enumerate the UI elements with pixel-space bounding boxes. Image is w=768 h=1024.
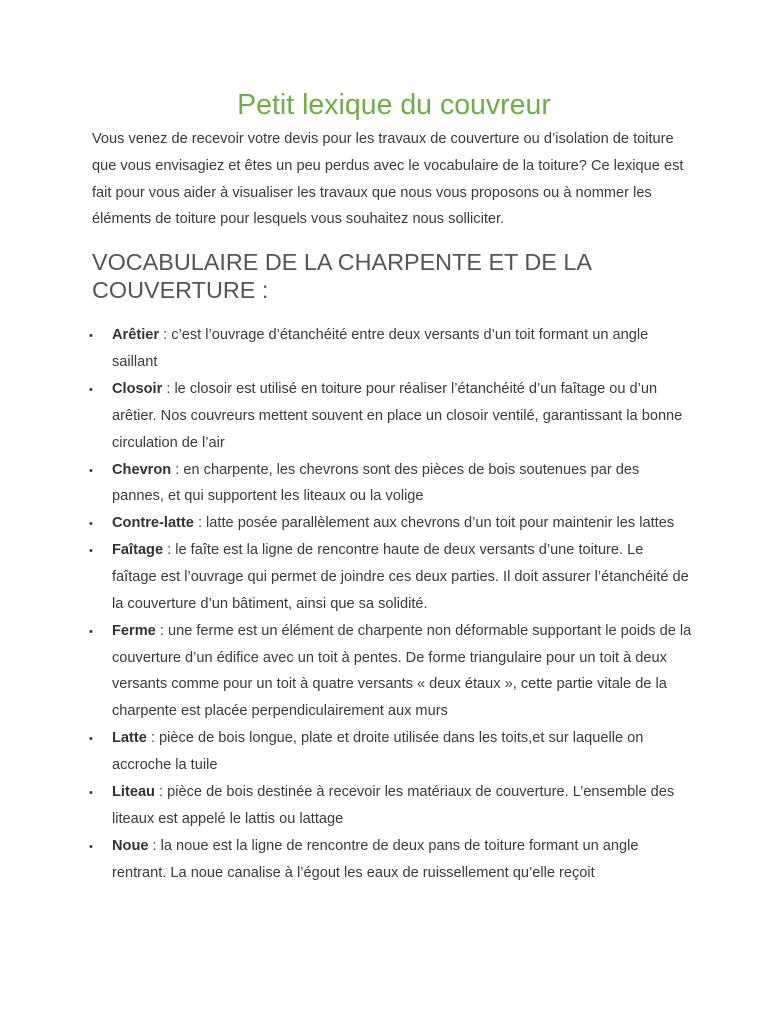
term-label: Faîtage [112,542,164,559]
list-item-contre-latte [89,510,692,537]
term-label: Liteau [112,784,155,801]
bullet-icon: • [89,518,93,531]
term-label: Ferme [112,622,156,639]
list-item-noue [89,833,692,887]
bullet-icon: • [89,733,93,746]
term-definition: : en charpente, les chevrons sont des pièces de bois soutenues par des pannes, et qui supportent les liteaux ou la volige [112,461,640,505]
list-item-aretier [89,322,692,376]
term-label: Latte [112,730,147,747]
term-definition: : pièce de bois destinée à recevoir les matériaux de couverture. L’ensemble des liteaux est appelé le lattis ou lattage [112,784,675,827]
bullet-icon: • [89,383,93,396]
bullet-icon: • [89,787,93,800]
term-label: Closoir [112,380,163,397]
term-definition: : le faîte est la ligne de rencontre haute de deux versants d’une toiture. Le faîtage est l’ouvrage qui permet de joindre ces deux parties. Il doit assurer l’étanchéité de la couverture d’un bâtiment, ainsi que sa solidité. [112,542,689,612]
term-definition: : c’est l’ouvrage d’étanchéité entre deux versants d’un toit formant un angle saillant [112,327,649,370]
bullet-icon: • [89,840,93,853]
term-definition: : la noue est la ligne de rencontre de deux pans de toiture formant un angle rentrant. La noue canalise à l’égout les eaux de ruissellement qu’elle reçoit [112,837,639,881]
term-definition: : latte posée parallèlement aux chevrons d’un toit pour maintenir les lattes [193,515,675,532]
bullet-icon: • [89,625,93,638]
list-item-closoir [89,376,692,456]
term-label: Chevron [112,461,172,478]
list-item-liteau [89,779,692,833]
section-heading: VOCABULAIRE DE LA CHARPENTE ET DE LA COUVERTURE : [92,249,591,303]
page-title: Petit lexique du couvreur [237,89,551,121]
term-definition: : pièce de bois longue, plate et droite utilisée dans les toits,et sur laquelle on accroche la tuile [112,730,644,774]
intro-paragraph: Vous venez de recevoir votre devis pour les travaux de couverture ou d’isolation de toiture que vous envisagiez et êtes un peu perdus avec le vocabulaire de la toiture? Ce lexique est fait pour vous aider à visualiser les travaux que nous vous proposons ou à nommer les éléments de toiture pour lesquels vous souhaitez nous solliciter. [92,131,684,228]
term-label: Arêtier [112,327,160,344]
term-definition: : le closoir est utilisé en toiture pour réaliser l’étanchéité d’un faîtage ou d’un arêtier. Nos couvreurs mettent souvent en place un closoir ventilé, garantissant la bonne circulation de l’air [112,380,683,451]
term-label: Noue [112,837,149,854]
list-item-ferme [89,618,692,725]
list-item-faitage [89,537,692,617]
term-label: Contre-latte [112,515,194,532]
document-page [89,86,692,887]
bullet-icon: • [89,464,93,477]
list-item-latte [89,725,692,779]
bullet-icon: • [89,330,93,343]
term-list [89,322,692,886]
bullet-icon: • [89,545,93,558]
list-item-chevron [89,457,692,511]
term-definition: : une ferme est un élément de charpente non déformable supportant le poids de la couverture d’un édifice avec un toit à pentes. De forme triangulaire pour un toit à deux versants comme pour un toit à quatre versants « deux étaux », cette partie vitale de la charpente est placée perpendiculairement aux murs [112,622,692,720]
